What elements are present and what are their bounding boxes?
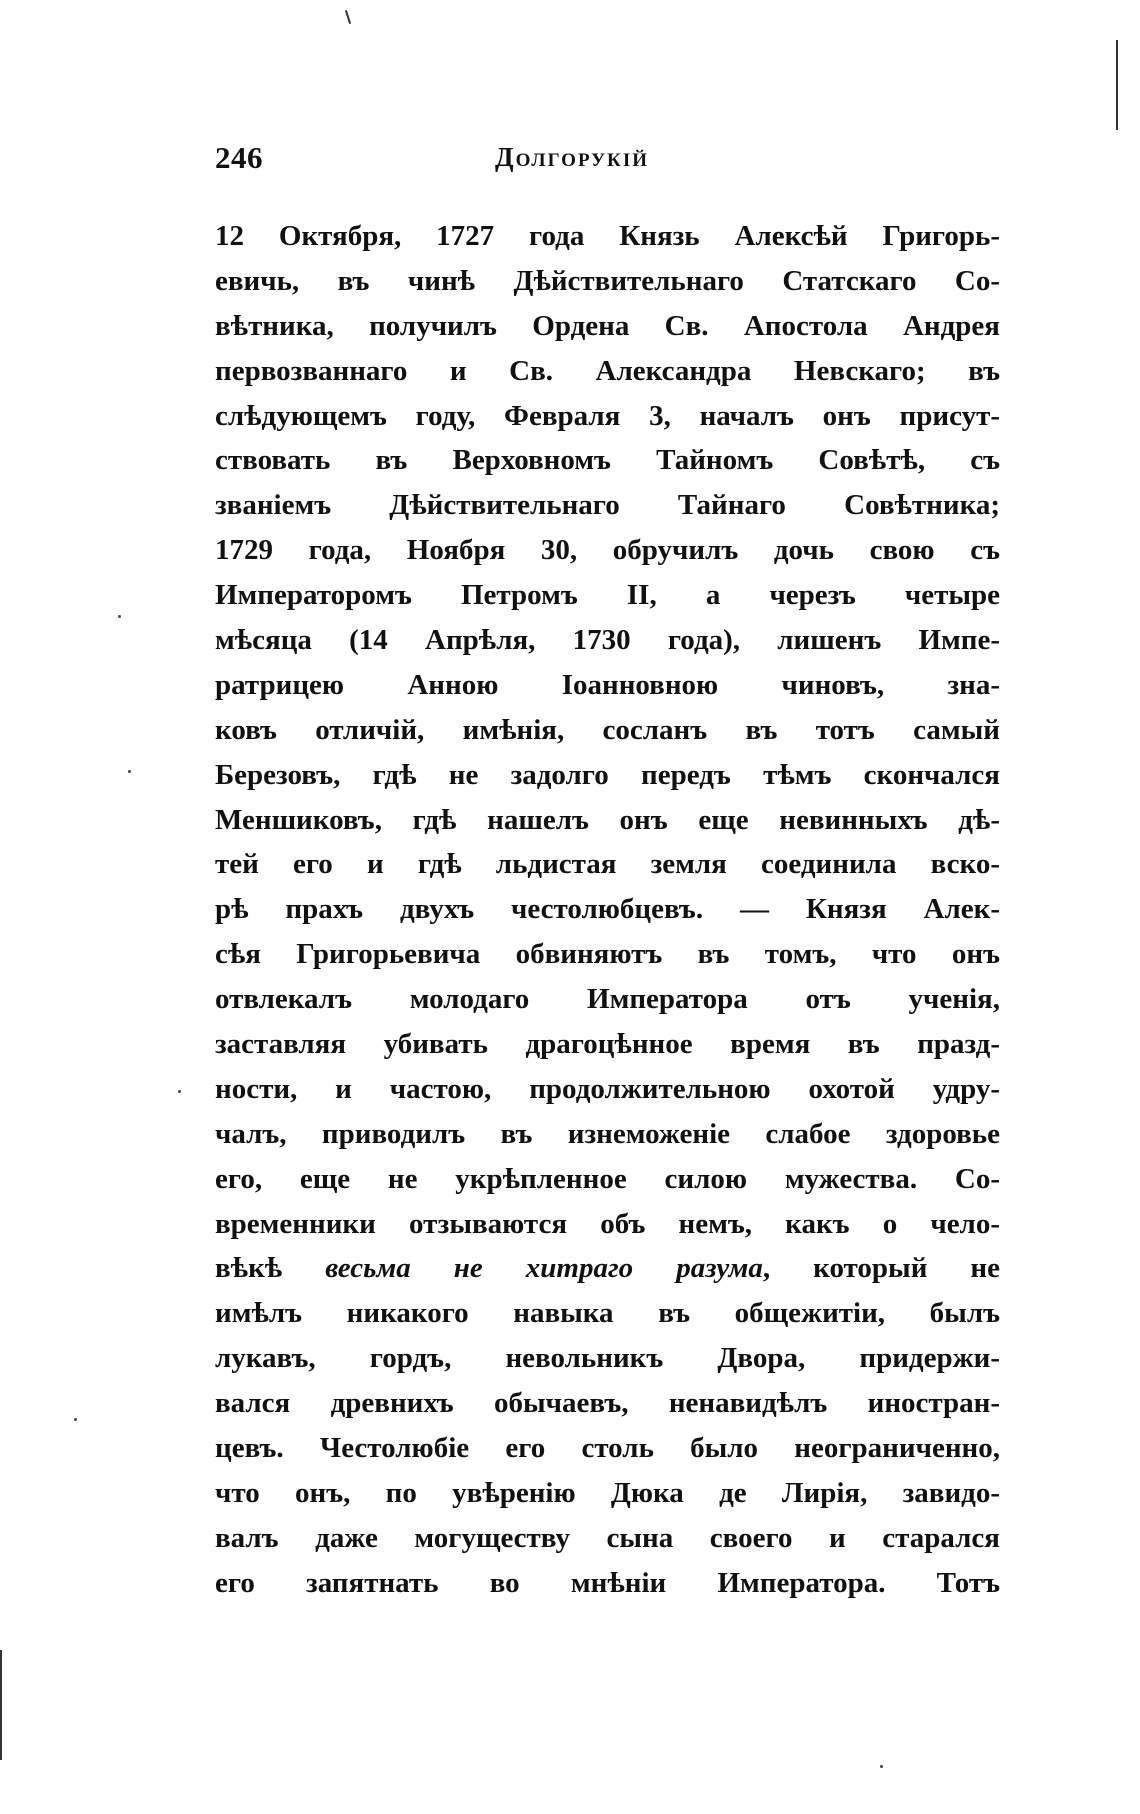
text-line: ности, и частою, продолжительною охотой удру- (215, 1072, 1000, 1105)
page-header (215, 140, 1000, 180)
text-line (215, 1246, 1000, 1291)
text-line: имѣлъ никакого навыка въ общежитіи, былъ (215, 1297, 1000, 1330)
text-line: ратрицею Анною Іоанновною чиновъ, зна- (215, 668, 1000, 701)
text-line: мѣсяца (14 Апрѣля, 1730 года), лишенъ Импе- (215, 624, 1000, 657)
running-head: Долгорукій (495, 142, 649, 172)
text-line: 12 Октября, 1727 года Князь Алексѣй Григорь- (215, 220, 1000, 252)
text-line: валъ даже могуществу сына своего и старался (215, 1521, 1000, 1554)
text-line: его, еще не укрѣпленное силою мужества. Со- (215, 1162, 1000, 1195)
scan-mark (0, 1650, 2, 1760)
text-line: тей его и гдѣ льдистая земля соединила вско- (215, 848, 1000, 881)
text-line: евичь, въ чинѣ Дѣйствительнаго Статскаго Со- (215, 264, 1000, 297)
text-line: временники отзываются объ немъ, какъ о чело- (215, 1207, 1000, 1240)
text-line: 1729 года, Ноября 30, обручилъ дочь свою съ (215, 534, 1000, 567)
text-line: званіемъ Дѣйствительнаго Тайнаго Совѣтника; (215, 489, 1000, 522)
text-line: заставляя убивать драгоцѣнное время въ празд- (215, 1028, 1000, 1061)
page-number: 246 (215, 140, 263, 175)
text-line: вѣтника, получилъ Ордена Св. Апостола Андрея (215, 309, 1000, 342)
text-line: что онъ, по увѣренію Дюка де Лирія, завидо- (215, 1476, 1000, 1509)
scan-speck (118, 615, 121, 618)
italic-phrase: весьма не хитраго разума (325, 1252, 763, 1285)
text-segment: вѣкѣ (215, 1252, 326, 1285)
text-line: отвлекалъ молодаго Императора отъ ученія, (215, 983, 1000, 1016)
text-line: лукавъ, гордъ, невольникъ Двора, придержи- (215, 1342, 1000, 1375)
scan-mark (1116, 40, 1118, 130)
text-line: Меншиковъ, гдѣ нашелъ онъ еще невинныхъ дѣ- (215, 803, 1000, 836)
text-segment: , который не (762, 1252, 1000, 1285)
scan-speck (128, 770, 131, 773)
text-line: ковъ отличій, имѣнія, сосланъ въ тотъ самый (215, 713, 1000, 746)
text-line: чалъ, приводилъ въ изнеможеніе слабое здоровье (215, 1117, 1000, 1150)
text-line: ствовать въ Верховномъ Тайномъ Совѣтѣ, съ (215, 444, 1000, 477)
text-line: Императоромъ Петромъ II, а черезъ четыре (215, 579, 1000, 612)
text-line: его запятнать во мнѣніи Императора. Тотъ (215, 1566, 1000, 1599)
scan-speck (880, 1765, 883, 1768)
scan-speck (178, 1090, 181, 1093)
text-line: первозваннаго и Св. Александра Невскаго; въ (215, 354, 1000, 387)
text-line: рѣ прахъ двухъ честолюбцевъ. — Князя Алек- (215, 893, 1000, 926)
text-line: Березовъ, гдѣ не задолго передъ тѣмъ скончался (215, 758, 1000, 791)
scan-speck (74, 1418, 77, 1421)
text-line: цевъ. Честолюбіе его столь было неограниченно, (215, 1432, 1000, 1465)
text-line: сѣя Григорьевича обвиняютъ въ томъ, что онъ (215, 938, 1000, 971)
text-line: слѣдующемъ году, Февраля 3, началъ онъ присут- (215, 399, 1000, 432)
body-text (215, 214, 1000, 1606)
scan-mark (345, 10, 351, 24)
text-line: вался древнихъ обычаевъ, ненавидѣлъ иностран- (215, 1387, 1000, 1420)
